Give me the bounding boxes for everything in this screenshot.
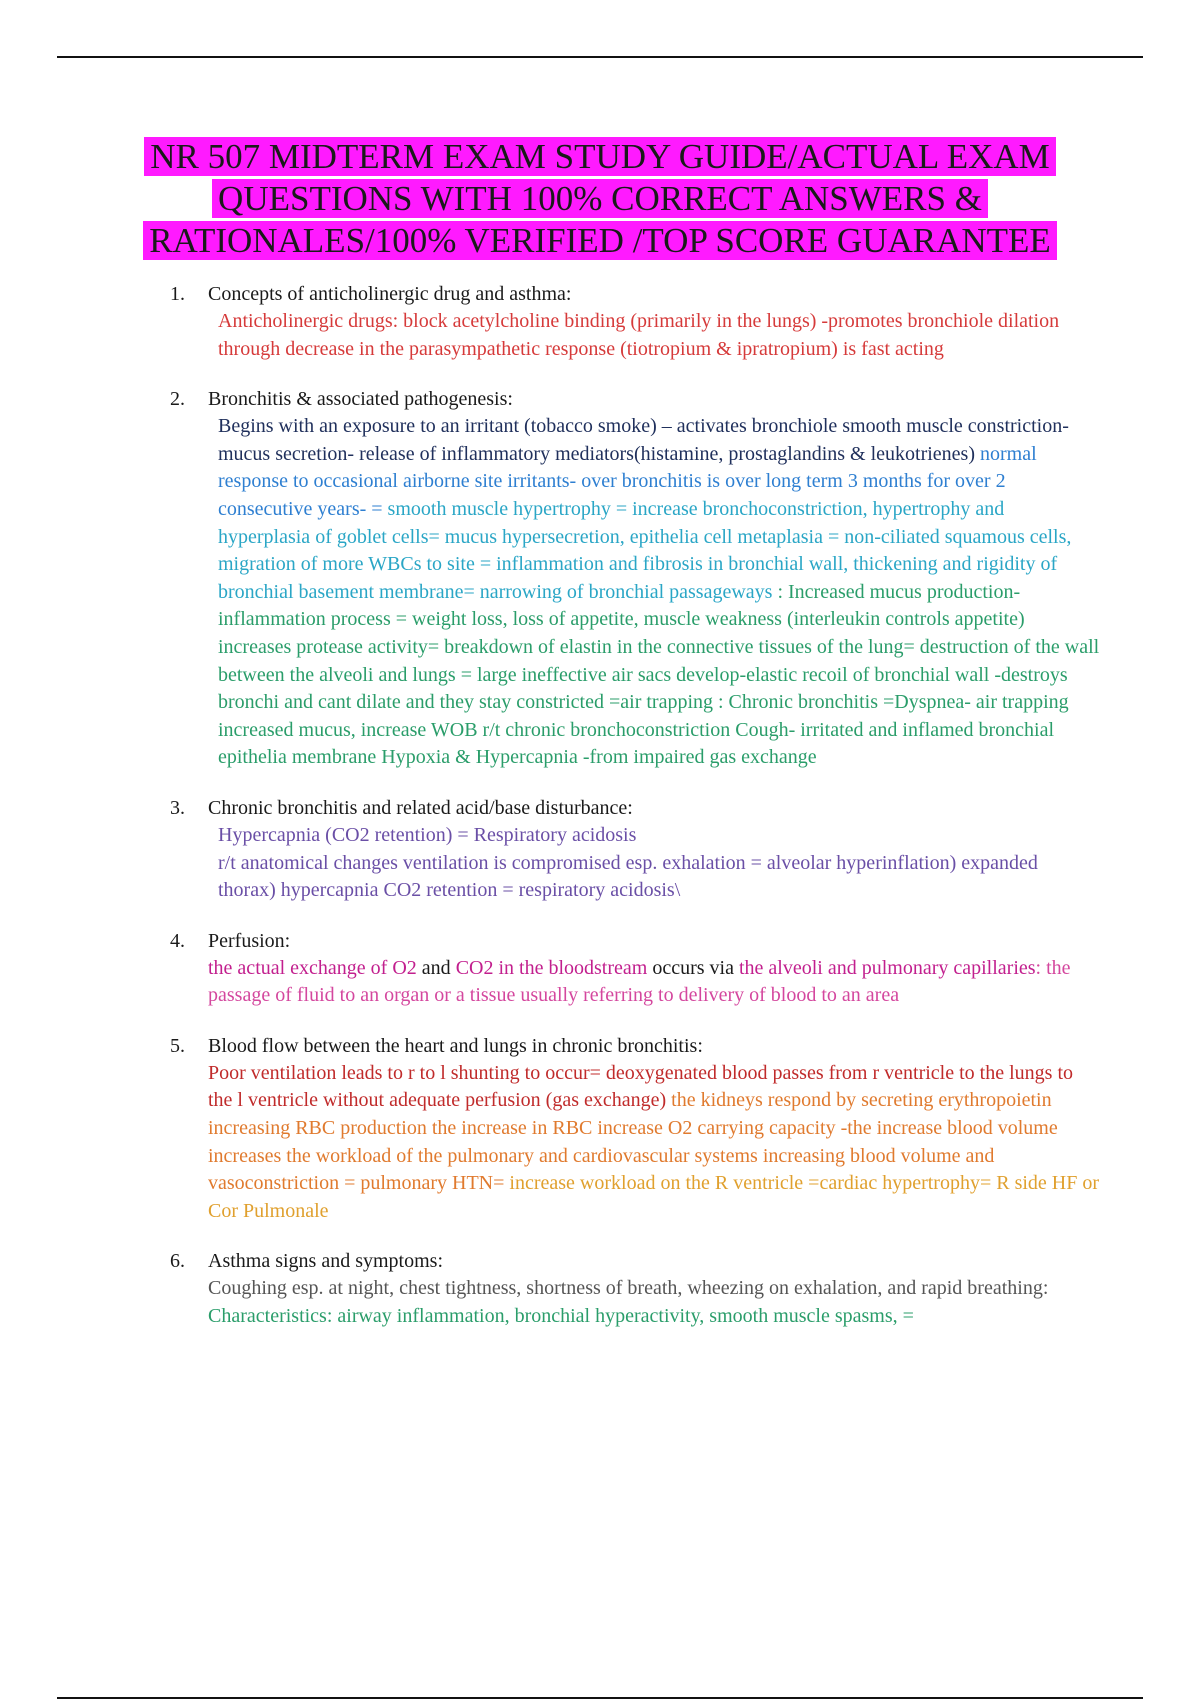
answer-segment: the kidneys respond by secreting erythropoietin increasing RBC production the increase in RBC increase O2 carrying capacity -the increase blood volume increases the workload of the pulmonary and cardiovascular systems increasing blood volume and vasoconstriction = pulmonary HTN= [208,1089,1058,1195]
answer-segment: : the passage of fluid to an organ or a tissue usually referring to delivery of blood to an area [208,956,1071,1007]
answer-segment: normal response to occasional airborne site irritants- over bronchitis is over long term 3 months for over 2 consecutive years- = [218,442,1037,520]
item-heading: Bronchitis & associated pathogenesis: [208,388,513,411]
item-heading: Asthma signs and symptoms: [208,1250,444,1273]
top-rule [57,56,1143,58]
answer-segment: occurs via [647,956,739,979]
answer-segment: CO2 in the bloodstream [455,956,648,979]
item-number: 2. [170,388,185,411]
answer-segment: increase workload on the R ventricle =cardiac hypertrophy= R side HF or Cor Pulmonale [208,1172,1100,1222]
item-number: 1. [170,283,185,305]
answer-segment: Characteristics: airway inflammation, bronchial hyperactivity, smooth muscle spasms, = [208,1305,914,1328]
document-title [0,136,1200,262]
list-item-2 [170,385,1100,772]
item-number: 3. [170,796,185,819]
item-answer-line-2: r/t anatomical changes ventilation is compromised esp. exhalation = alveolar hyperinflation) expanded thorax) hypercapnia CO2 retention = respiratory acidosis\ [218,851,1038,902]
answer-segment: Poor ventilation leads to r to l shunting to occur= deoxygenated blood passes from r ventricle to the lungs to the l ventricle without adequate perfusion (gas exchange) [208,1061,1073,1112]
title-line-1: NR 507 MIDTERM EXAM STUDY GUIDE/ACTUAL EXAM [144,137,1056,176]
list-item-4 [170,927,1100,1010]
answer-segment: : Increased mucus production- inflammation process = weight loss, loss of appetite, muscle weakness (interleukin controls appetite) increases protease activity= breakdown of elastin in the connective tissues of the lung= destruction of the wall between the alveoli and lungs = large ineffective air sacs develop-elastic recoil of bronchial wall -destroys bronchi and cant dilate and they stay constricted =air trapping : Chronic bronchitis =Dyspnea- air trapping increased mucus, increase WOB r/t chronic bronchoconstriction Cough- irritated and inflamed bronchial epithelia membrane Hypoxia & Hypercapnia -from impaired gas exchange [218,580,1100,769]
answer-segment: the actual exchange of O2 [208,956,417,979]
item-answer: Anticholinergic drugs: block acetylcholine binding (primarily in the lungs) -promotes bronchiole dilation through decrease in the parasympathetic response (tiotropium & ipratropium) is fast acting [218,310,1060,360]
question-list [0,280,1200,1331]
item-answer-line-1: Hypercapnia (CO2 retention) = Respiratory acidosis [218,823,637,846]
item-answer [208,1060,1100,1226]
answer-segment: the alveoli and pulmonary capillaries [738,956,1036,979]
item-number: 4. [170,929,185,952]
bottom-rule [57,1697,1143,1699]
list-item-3 [170,794,1100,905]
item-number: 5. [170,1034,185,1057]
answer-segment: Coughing esp. at night, chest tightness, shortness of breath, wheezing on exhalation, and rapid breathing: [208,1277,1049,1300]
item-heading: Concepts of anticholinergic drug and asthma: [208,283,572,305]
list-item-6 [170,1247,1100,1330]
answer-segment: Begins with an exposure to an irritant (tobacco smoke) – activates bronchiole smooth muscle constriction- mucus secretion- release of inflammatory mediators(histamine, prostaglandins & leukotrienes) [218,415,1069,465]
list-item-1 [170,280,1100,363]
item-number: 6. [170,1250,185,1273]
item-heading: Chronic bronchitis and related acid/base disturbance: [208,796,633,819]
answer-segment: and [416,956,456,979]
item-answer [218,413,1100,772]
answer-segment: smooth muscle hypertrophy = increase bronchoconstriction, hypertrophy and hyperplasia of goblet cells= mucus hypersecretion, epithelia cell metaplasia = non-ciliated squamous cells, migration of more WBCs to site = inflammation and fibrosis in bronchial wall, thickening and rigidity of bronchial basement membrane= narrowing of bronchial passageways [218,497,1072,603]
title-line-3: RATIONALES/100% VERIFIED /TOP SCORE GUARANTEE [143,221,1057,260]
title-line-2: QUESTIONS WITH 100% CORRECT ANSWERS & [212,179,988,218]
item-heading: Perfusion: [208,929,291,952]
item-heading: Blood flow between the heart and lungs in chronic bronchitis: [208,1034,703,1057]
item-answer [208,1275,1100,1330]
list-item-5 [170,1032,1100,1226]
item-answer [208,955,1100,1010]
